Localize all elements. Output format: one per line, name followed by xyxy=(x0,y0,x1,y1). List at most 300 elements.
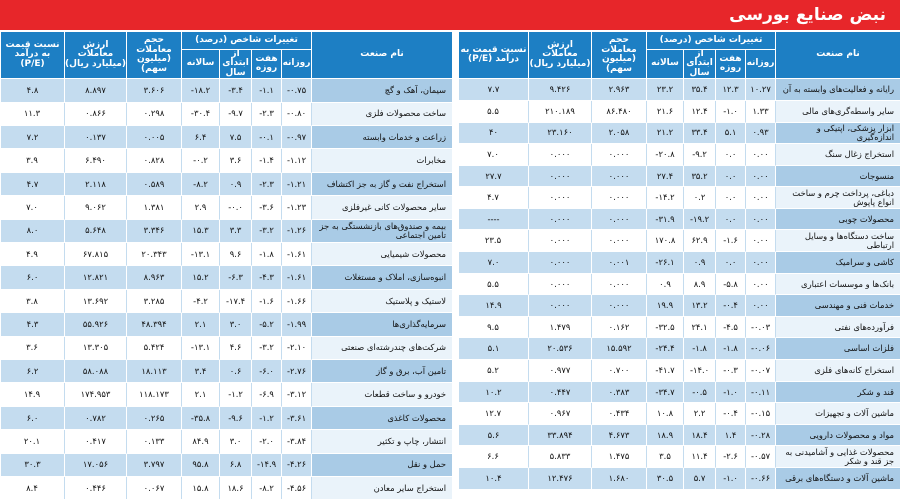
cell-volume: ۱.۴۷۵ xyxy=(591,446,646,468)
cell-value: ۶۷.۸۱۵ xyxy=(64,243,126,266)
cell-ytd: ۱۳.۲ xyxy=(683,295,715,317)
cell-ytd: -۹.۶ xyxy=(219,407,251,430)
cell-value: ۰.۰۰۰ xyxy=(528,209,591,231)
cell-ytd: ۶۲.۹ xyxy=(683,230,715,252)
cell-daily: ۰.۹۳ xyxy=(745,123,775,145)
cell-daily: -۳.۶۱ xyxy=(281,407,311,430)
header-daily: روزانه xyxy=(281,50,311,79)
cell-name: زراعت و خدمات وابسته xyxy=(311,126,452,149)
cell-daily: -۱.۲۳ xyxy=(281,196,311,219)
cell-pe: ۹.۵ xyxy=(458,317,528,339)
cell-weekly: -۲.۰ xyxy=(251,430,281,453)
header-annual: سالانه xyxy=(646,50,683,79)
cell-annual: ۳.۴ xyxy=(181,360,219,383)
table-row xyxy=(0,313,452,336)
table-row xyxy=(0,360,452,383)
cell-daily: ۰.۰۰ xyxy=(745,209,775,231)
cell-value: ۰.۴۴۷ xyxy=(528,382,591,404)
cell-ytd: ۰.۲ xyxy=(683,187,715,209)
cell-volume: ۴۸.۳۹۴ xyxy=(126,313,181,336)
cell-daily: ۰.۰۰ xyxy=(745,252,775,274)
table-row xyxy=(458,123,900,145)
cell-value: ۰.۰۰۰ xyxy=(528,252,591,274)
cell-name: فلزات اساسی xyxy=(775,338,900,360)
cell-value: ۸.۸۹۷ xyxy=(64,79,126,102)
cell-volume: ۲.۰۵۸ xyxy=(591,123,646,145)
cell-annual: ۱۵.۲ xyxy=(181,266,219,289)
cell-ytd: -۰.۰ xyxy=(219,196,251,219)
cell-volume: ۰.۰۶۷ xyxy=(126,477,181,499)
cell-ytd: ۱۲.۴ xyxy=(683,101,715,123)
cell-annual: ۲.۹ xyxy=(181,196,219,219)
header-annual: سالانه xyxy=(181,50,219,79)
cell-daily: -۰.۷۵ xyxy=(281,79,311,102)
cell-annual: ۱۸.۹ xyxy=(646,425,683,447)
cell-ytd: ۶.۸ xyxy=(219,454,251,477)
cell-annual: ۳۰.۵ xyxy=(646,468,683,490)
cell-name: محصولات شیمیایی xyxy=(311,243,452,266)
cell-weekly: -۵.۸ xyxy=(715,274,745,296)
cell-pe: ۵.۲ xyxy=(458,360,528,382)
cell-name: سرمایه‌گذاری‌ها xyxy=(311,313,452,336)
cell-annual: -۲۴.۴ xyxy=(646,338,683,360)
cell-daily: -۴.۵۶ xyxy=(281,477,311,499)
cell-pe: ۵.۶ xyxy=(458,425,528,447)
header-change-group: تغییرات شاخص (درصد) xyxy=(181,32,311,50)
cell-daily: ۰.۰۰ xyxy=(745,144,775,166)
cell-pe: ۵.۵ xyxy=(458,274,528,296)
cell-weekly: -۰.۱ xyxy=(251,126,281,149)
cell-pe: ---- xyxy=(458,209,528,231)
cell-value: ۲۳.۱۶۰ xyxy=(528,123,591,145)
cell-volume: ۰.۵۸۹ xyxy=(126,173,181,196)
cell-name: بیمه و صندوق‌های بازنشستگی به جز تامین اجتماعی xyxy=(311,220,452,243)
cell-value: ۰.۱۳۷ xyxy=(64,126,126,149)
table-row xyxy=(0,337,452,360)
cell-weekly: -۱.۰ xyxy=(715,101,745,123)
cell-volume: ۰.۰۰۰ xyxy=(591,187,646,209)
cell-name: خدمات فنی و مهندسی xyxy=(775,295,900,317)
cell-daily: -۰.۰۳ xyxy=(745,317,775,339)
cell-annual: -۱۴.۲ xyxy=(646,187,683,209)
cell-pe: ۳۰.۳ xyxy=(0,454,64,477)
cell-pe: ۷.۰ xyxy=(0,196,64,219)
cell-weekly: ۰.۰ xyxy=(715,252,745,274)
cell-value: ۰.۰۰۰ xyxy=(528,144,591,166)
cell-pe: ۶.۲ xyxy=(0,360,64,383)
table-row xyxy=(458,166,900,188)
cell-annual: ۹۵.۸ xyxy=(181,454,219,477)
cell-volume: ۰.۰۰۰ xyxy=(591,274,646,296)
cell-value: ۱۷۴.۹۵۳ xyxy=(64,383,126,406)
cell-weekly: -۰.۴ xyxy=(715,403,745,425)
table-row xyxy=(0,173,452,196)
cell-weekly: -۱.۰ xyxy=(715,468,745,490)
table-row xyxy=(458,230,900,252)
cell-value: ۱۲.۴۷۶ xyxy=(528,468,591,490)
header-daily: روزانه xyxy=(745,50,775,79)
cell-daily: -۴.۲۶ xyxy=(281,454,311,477)
industry-table-right xyxy=(458,32,900,490)
cell-weekly: ۱۲.۳ xyxy=(715,79,745,101)
cell-volume: ۱.۳۸۱ xyxy=(126,196,181,219)
cell-volume: ۱۱۸.۱۷۳ xyxy=(126,383,181,406)
cell-value: ۱۲.۸۲۱ xyxy=(64,266,126,289)
cell-pe: ۴.۷ xyxy=(0,173,64,196)
cell-value: ۵۸.۰۸۸ xyxy=(64,360,126,383)
cell-value: ۵.۶۴۸ xyxy=(64,220,126,243)
cell-ytd: ۲.۲ xyxy=(683,403,715,425)
cell-name: خودرو و ساخت قطعات xyxy=(311,383,452,406)
cell-weekly: -۲.۳ xyxy=(251,173,281,196)
cell-volume: ۲۰.۳۴۳ xyxy=(126,243,181,266)
cell-ytd: ۰.۹ xyxy=(683,252,715,274)
cell-pe: ۱۴.۹ xyxy=(0,383,64,406)
cell-annual: ۱۵.۳ xyxy=(181,220,219,243)
cell-pe: ۳.۶ xyxy=(0,337,64,360)
cell-annual: -۲۶.۱ xyxy=(646,252,683,274)
cell-value: ۱.۴۷۹ xyxy=(528,317,591,339)
cell-annual: -۱۸.۲ xyxy=(181,79,219,102)
cell-volume: ۳.۳۴۶ xyxy=(126,220,181,243)
cell-ytd: ۱۱.۴ xyxy=(683,446,715,468)
cell-value: ۲.۱۱۸ xyxy=(64,173,126,196)
cell-ytd: ۵.۷ xyxy=(683,468,715,490)
cell-weekly: ۰.۰ xyxy=(715,187,745,209)
cell-ytd: ۳.۶ xyxy=(219,149,251,172)
table-row xyxy=(458,295,900,317)
cell-daily: -۰.۰۶ xyxy=(745,338,775,360)
table-row xyxy=(0,126,452,149)
cell-daily: -۱.۶۱ xyxy=(281,243,311,266)
cell-annual: ۱۵.۸ xyxy=(181,477,219,499)
cell-daily: -۱.۲۶ xyxy=(281,220,311,243)
cell-volume: ۱۸.۱۱۳ xyxy=(126,360,181,383)
cell-annual: -۸.۲ xyxy=(181,173,219,196)
cell-weekly: -۲.۶ xyxy=(715,446,745,468)
cell-ytd: ۷.۵ xyxy=(219,126,251,149)
cell-volume: ۸۶.۴۸۰ xyxy=(591,101,646,123)
cell-weekly: -۴.۳ xyxy=(251,266,281,289)
cell-daily: -۰.۲۸ xyxy=(745,425,775,447)
cell-pe: ۷.۰ xyxy=(458,252,528,274)
cell-annual: ۲۱.۶ xyxy=(646,101,683,123)
cell-volume: ۰.۲۹۸ xyxy=(126,103,181,126)
cell-volume: ۰.۰۰۰ xyxy=(591,166,646,188)
cell-name: استخراج نفت و گاز به جز اکتشاف xyxy=(311,173,452,196)
cell-daily: ۰.۰۰ xyxy=(745,166,775,188)
cell-weekly: -۲.۳ xyxy=(251,103,281,126)
table-row xyxy=(458,425,900,447)
cell-pe: ۴.۹ xyxy=(0,243,64,266)
header-value: ارزش معاملات (میلیارد ریال) xyxy=(528,32,591,79)
table-row xyxy=(458,360,900,382)
cell-daily: ۰.۰۰ xyxy=(745,295,775,317)
cell-ytd: ۰.۹ xyxy=(219,173,251,196)
cell-pe: ۳.۸ xyxy=(0,290,64,313)
cell-annual: ۱۰.۸ xyxy=(646,403,683,425)
cell-ytd: -۳.۴ xyxy=(219,79,251,102)
cell-weekly: ۰.۰ xyxy=(715,209,745,231)
cell-ytd: -۹.۲ xyxy=(683,144,715,166)
table-row xyxy=(458,274,900,296)
cell-pe: ۷.۰ xyxy=(458,144,528,166)
cell-name: تامین آب، برق و گاز xyxy=(311,360,452,383)
cell-name: محصولات غذایی و آشامیدنی به جز قند و شکر xyxy=(775,446,900,468)
cell-pe: ۷.۷ xyxy=(458,79,528,101)
table-row xyxy=(458,382,900,404)
table-row xyxy=(458,209,900,231)
cell-pe: ۱۴.۹ xyxy=(458,295,528,317)
cell-name: استخراج کانه‌های فلزی xyxy=(775,360,900,382)
cell-daily: -۰.۰۷ xyxy=(745,360,775,382)
cell-volume: ۴.۶۷۳ xyxy=(591,425,646,447)
cell-daily: ۰.۰۰ xyxy=(745,230,775,252)
cell-annual: ۶.۴ xyxy=(181,126,219,149)
cell-annual: ۳.۵ xyxy=(646,446,683,468)
cell-ytd: -۶.۳ xyxy=(219,266,251,289)
cell-ytd: -۱۴.۰ xyxy=(683,360,715,382)
cell-volume: ۰.۰۰۰ xyxy=(591,295,646,317)
table-row xyxy=(0,430,452,453)
cell-annual: ۰.۹ xyxy=(646,274,683,296)
cell-weekly: -۰.۴ xyxy=(715,295,745,317)
cell-ytd: ۲۴.۱ xyxy=(683,317,715,339)
table-row xyxy=(0,266,452,289)
cell-ytd: -۱.۸ xyxy=(683,338,715,360)
cell-volume: ۰.۰۰۵ xyxy=(126,126,181,149)
table-row xyxy=(458,403,900,425)
cell-volume: ۰.۰۰۰ xyxy=(591,144,646,166)
cell-name: قند و شکر xyxy=(775,382,900,404)
cell-pe: ۲۳.۵ xyxy=(458,230,528,252)
cell-name: ماشین آلات و دستگاه‌های برقی xyxy=(775,468,900,490)
cell-daily: -۰.۵۷ xyxy=(745,446,775,468)
header-weekly: هفت روزه xyxy=(251,50,281,79)
cell-daily: -۳.۸۴ xyxy=(281,430,311,453)
cell-pe: ۵.۱ xyxy=(458,338,528,360)
cell-weekly: -۱.۲ xyxy=(251,407,281,430)
cell-weekly: -۱.۶ xyxy=(715,230,745,252)
cell-name: مخابرات xyxy=(311,149,452,172)
table-row xyxy=(458,468,900,490)
cell-volume: ۰.۰۰۰ xyxy=(591,230,646,252)
cell-name: دباغی، پرداخت چرم و ساخت انواع پاپوش xyxy=(775,187,900,209)
table-row xyxy=(0,290,452,313)
cell-weekly: -۱.۴ xyxy=(251,149,281,172)
cell-daily: ۰.۰۰ xyxy=(745,187,775,209)
cell-annual: -۲۰.۸ xyxy=(646,144,683,166)
cell-ytd: ۰.۶ xyxy=(219,360,251,383)
cell-ytd: ۴.۶ xyxy=(219,337,251,360)
cell-annual: -۴.۲ xyxy=(181,290,219,313)
cell-value: ۰.۰۰۰ xyxy=(528,295,591,317)
cell-pe: ۶.۰ xyxy=(0,266,64,289)
cell-volume: ۵.۴۲۴ xyxy=(126,337,181,360)
cell-volume: ۳.۲۸۵ xyxy=(126,290,181,313)
cell-value: ۲۱۰.۱۸۹ xyxy=(528,101,591,123)
header-value: ارزش معاملات (میلیارد ریال) xyxy=(64,32,126,79)
cell-ytd: ۹.۶ xyxy=(219,243,251,266)
cell-value: ۰.۹۶۷ xyxy=(528,403,591,425)
cell-pe: ۳.۹ xyxy=(0,149,64,172)
cell-daily: -۰.۸۰ xyxy=(281,103,311,126)
cell-annual: ۲۳.۲ xyxy=(646,79,683,101)
table-row xyxy=(458,252,900,274)
cell-daily: -۱.۶۶ xyxy=(281,290,311,313)
cell-weekly: -۴.۵ xyxy=(715,317,745,339)
header-weekly: هفت روزه xyxy=(715,50,745,79)
cell-value: ۰.۰۰۰ xyxy=(528,187,591,209)
table-row xyxy=(458,187,900,209)
cell-value: ۱۳.۳۰۵ xyxy=(64,337,126,360)
cell-daily: -۱.۲۱ xyxy=(281,173,311,196)
cell-pe: ۷.۲ xyxy=(0,126,64,149)
cell-volume: ۰.۸۲۸ xyxy=(126,149,181,172)
cell-volume: ۰.۱۶۲ xyxy=(591,317,646,339)
cell-value: ۲۰.۵۳۶ xyxy=(528,338,591,360)
cell-value: ۰.۰۰۰ xyxy=(528,274,591,296)
table-row xyxy=(458,338,900,360)
cell-value: ۱۳.۶۹۲ xyxy=(64,290,126,313)
header-pe: نسبت قیمت به درآمد (P/E) xyxy=(458,32,528,79)
table-row xyxy=(0,79,452,102)
cell-name: لاستیک و پلاستیک xyxy=(311,290,452,313)
table-row xyxy=(0,196,452,219)
header-volume: حجم معاملات (میلیون سهم) xyxy=(591,32,646,79)
table-row xyxy=(458,317,900,339)
cell-weekly: -۱.۰ xyxy=(715,382,745,404)
cell-value: ۳۳.۸۹۴ xyxy=(528,425,591,447)
cell-name: رایانه و فعالیت‌های وابسته به آن xyxy=(775,79,900,101)
cell-value: ۰.۹۷۷ xyxy=(528,360,591,382)
cell-daily: -۰.۱۵ xyxy=(745,403,775,425)
cell-daily: -۳.۱۲ xyxy=(281,383,311,406)
cell-value: ۶.۴۹۰ xyxy=(64,149,126,172)
header-pe: نسبت قیمت به درآمد (P/E) xyxy=(0,32,64,79)
industry-table-left xyxy=(0,32,452,499)
table-row xyxy=(0,383,452,406)
cell-volume: ۳.۶۰۶ xyxy=(126,79,181,102)
cell-name: انبوه‌سازی، املاک و مستغلات xyxy=(311,266,452,289)
cell-daily: -۱.۱۲ xyxy=(281,149,311,172)
cell-ytd: ۳.۰ xyxy=(219,430,251,453)
cell-value: ۵.۸۳۳ xyxy=(528,446,591,468)
cell-name: سایر واسطه‌گری‌های مالی xyxy=(775,101,900,123)
cell-weekly: -۳.۲ xyxy=(251,220,281,243)
cell-annual: ۲۷.۴ xyxy=(646,166,683,188)
cell-ytd: -۰.۵ xyxy=(683,382,715,404)
cell-pe: ۸.۰ xyxy=(0,220,64,243)
table-row xyxy=(458,101,900,123)
cell-daily: -۲.۱۰ xyxy=(281,337,311,360)
cell-annual: -۱۳.۱ xyxy=(181,337,219,360)
cell-name: محصولات چوبی xyxy=(775,209,900,231)
cell-name: محصولات کاغذی xyxy=(311,407,452,430)
cell-pe: ۶.۶ xyxy=(458,446,528,468)
cell-volume: ۰.۷۰۰ xyxy=(591,360,646,382)
header-change-group: تغییرات شاخص (درصد) xyxy=(646,32,775,50)
cell-name: سایر محصولات کانی غیرفلزی xyxy=(311,196,452,219)
cell-annual: -۰.۲ xyxy=(181,149,219,172)
cell-name: استخراج زغال سنگ xyxy=(775,144,900,166)
cell-weekly: -۳.۲ xyxy=(251,337,281,360)
cell-weekly: -۱.۱ xyxy=(251,79,281,102)
cell-volume: ۳.۷۹۷ xyxy=(126,454,181,477)
cell-weekly: ۵.۱ xyxy=(715,123,745,145)
cell-pe: ۱۲.۷ xyxy=(458,403,528,425)
cell-weekly: ۰.۰ xyxy=(715,166,745,188)
header-industry: نام صنعت xyxy=(311,32,452,79)
cell-pe: ۴.۳ xyxy=(0,313,64,336)
cell-ytd: -۹.۷ xyxy=(219,103,251,126)
cell-ytd: ۳۵.۲ xyxy=(683,166,715,188)
cell-daily: -۰.۶۶ xyxy=(745,468,775,490)
cell-weekly: -۱.۶ xyxy=(251,290,281,313)
table-row xyxy=(0,220,452,243)
cell-value: ۰.۸۶۶ xyxy=(64,103,126,126)
cell-ytd: ۳.۰ xyxy=(219,313,251,336)
cell-value: ۰.۰۰۰ xyxy=(528,166,591,188)
cell-volume: ۰.۴۳۴ xyxy=(591,403,646,425)
header-industry: نام صنعت xyxy=(775,32,900,79)
cell-ytd: -۱۷.۴ xyxy=(219,290,251,313)
cell-value: ۰.۴۴۶ xyxy=(64,477,126,499)
cell-ytd: ۱۸.۶ xyxy=(219,477,251,499)
cell-daily: -۰.۹۷ xyxy=(281,126,311,149)
cell-weekly: -۶.۰ xyxy=(251,360,281,383)
cell-annual: ۲.۱ xyxy=(181,383,219,406)
cell-annual: -۳۴.۷ xyxy=(646,382,683,404)
cell-pe: ۱۱.۳ xyxy=(0,103,64,126)
cell-name: کاشی و سرامیک xyxy=(775,252,900,274)
cell-name: شرکت‌های چندرشته‌ای صنعتی xyxy=(311,337,452,360)
cell-name: ابزار پزشکی، اپتیکی و اندازه‌گیری xyxy=(775,123,900,145)
cell-daily: ۱.۳۳ xyxy=(745,101,775,123)
cell-annual: -۱۳.۱ xyxy=(181,243,219,266)
cell-daily: ۱۰.۲۷ xyxy=(745,79,775,101)
cell-value: ۰.۰۰۰ xyxy=(528,230,591,252)
cell-name: حمل و نقل xyxy=(311,454,452,477)
cell-weekly: -۱.۸ xyxy=(251,243,281,266)
cell-ytd: ۳۳.۴ xyxy=(683,123,715,145)
cell-annual: -۳۲.۵ xyxy=(646,317,683,339)
table-row xyxy=(0,243,452,266)
cell-name: ماشین آلات و تجهیزات xyxy=(775,403,900,425)
cell-pe: ۴۰ xyxy=(458,123,528,145)
page-title-bar xyxy=(0,0,900,30)
cell-volume: ۰.۰۰۰ xyxy=(591,209,646,231)
header-ytd: از ابتدای سال xyxy=(219,50,251,79)
table-row xyxy=(0,103,452,126)
cell-value: ۹.۰۶۲ xyxy=(64,196,126,219)
cell-volume: ۲.۹۶۳ xyxy=(591,79,646,101)
page-title: نبض صنایع بورسی xyxy=(729,5,886,25)
cell-annual: ۲.۱ xyxy=(181,313,219,336)
cell-weekly: -۳.۶ xyxy=(251,196,281,219)
header-ytd: از ابتدای سال xyxy=(683,50,715,79)
cell-weekly: -۱۴.۹ xyxy=(251,454,281,477)
cell-weekly: ۱.۴ xyxy=(715,425,745,447)
cell-pe: ۱۰.۲ xyxy=(458,382,528,404)
cell-daily: -۲.۷۶ xyxy=(281,360,311,383)
cell-daily: -۰.۱۱ xyxy=(745,382,775,404)
cell-value: ۰.۴۱۷ xyxy=(64,430,126,453)
table-row xyxy=(0,454,452,477)
cell-annual: ۲۱.۲ xyxy=(646,123,683,145)
cell-weekly: -۵.۲ xyxy=(251,313,281,336)
cell-value: ۱۷.۰۵۶ xyxy=(64,454,126,477)
